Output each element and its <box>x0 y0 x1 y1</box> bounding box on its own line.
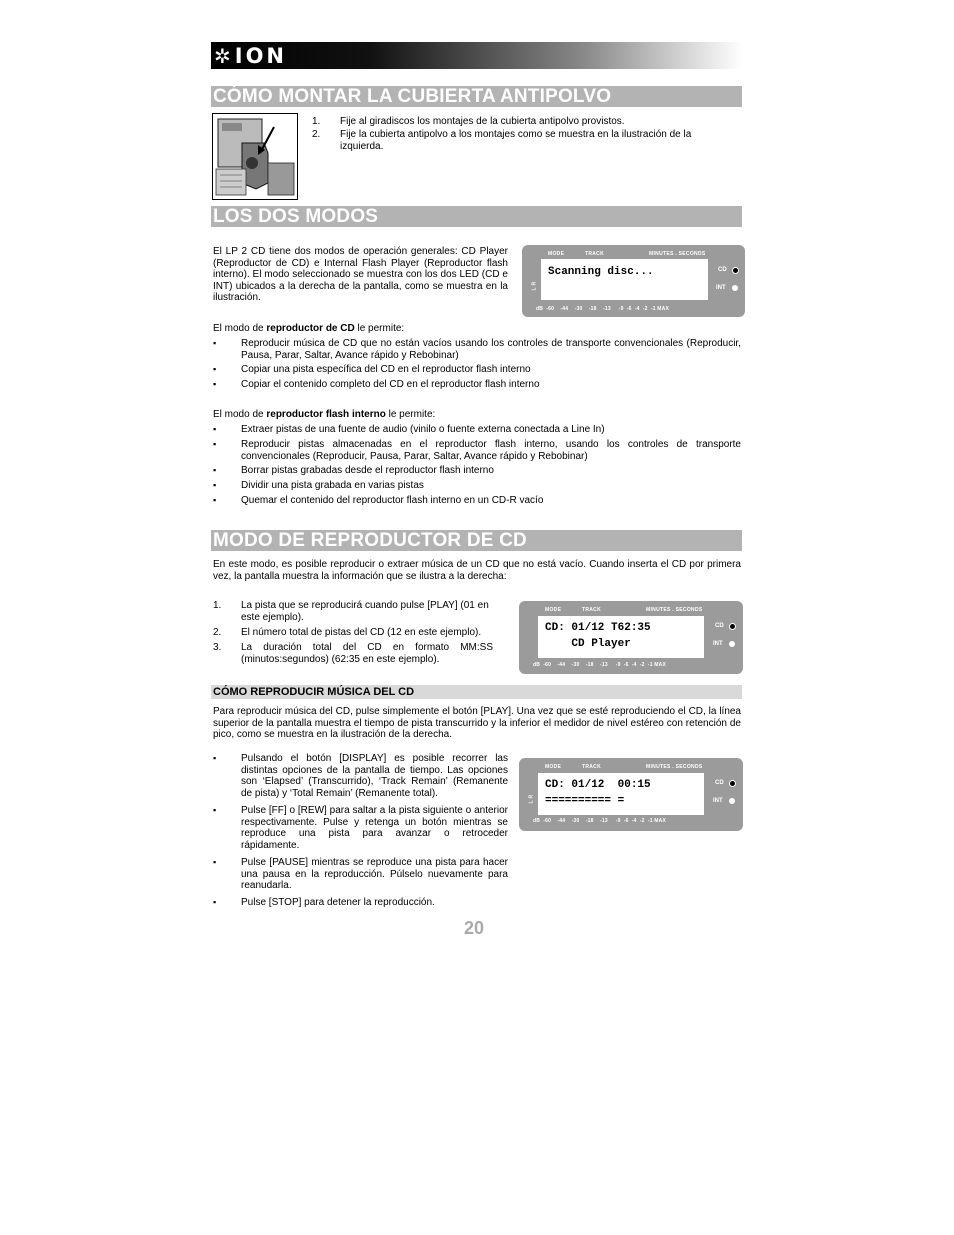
dust-cover-illustration <box>212 113 298 200</box>
bullet-icon: ▪ <box>213 805 217 815</box>
list-item: Pulse [STOP] para detener la reproducción. <box>241 897 435 908</box>
lcd-mode-label: MODE <box>545 764 562 770</box>
int-led-indicator <box>732 285 738 291</box>
step-text: El número total de pistas del CD (12 en este ejemplo). <box>241 627 482 638</box>
cd-mode-intro-text: En este modo, es posible reproducir o extraer música de un CD que no está vacío. Cuando inserta el CD por primera vez, la pantalla muestra la información que se ilustra a la derecha: <box>213 559 741 582</box>
bullet-icon: ▪ <box>213 338 217 348</box>
section-title-dust-cover: CÓMO MONTAR LA CUBIERTA ANTIPOLVO <box>211 86 742 107</box>
bullet-icon: ▪ <box>213 897 217 907</box>
step-text: Fije la cubierta antipolvo a los montajes como se muestra en la ilustración de la izquierda. <box>340 129 692 152</box>
list-item: Borrar pistas grabadas desde el reproductor flash interno <box>241 465 494 476</box>
lcd-track-label: TRACK <box>582 764 601 770</box>
step-number: 2. <box>213 627 222 638</box>
lcd-mode-label: MODE <box>545 607 562 613</box>
lcd-display-cd-info <box>519 601 743 674</box>
subsection-title-play-cd: CÓMO REPRODUCIR MÚSICA DEL CD <box>211 685 742 699</box>
step-text: La pista que se reproducirá cuando pulse [PLAY] (01 en este ejemplo). <box>241 600 489 623</box>
ion-logo <box>214 43 287 68</box>
lcd-level-meter-bars: ========== = <box>545 795 625 807</box>
lcd-mode-label: MODE <box>548 251 565 257</box>
lcd-display-scanning <box>522 245 745 317</box>
lcd-line-1: CD: 01/12 T62:35 <box>545 622 651 634</box>
bullet-icon: ▪ <box>213 364 217 374</box>
modes-intro-text: El LP 2 CD tiene dos modos de operación generales: CD Player (Reproductor de CD) e Internal Flash Player (Reproductor flash interno). El modo seleccionado se muestra con los dos LED (CD e INT) ubicados a la derecha de la pantalla, como se muestra en la ilustración. <box>213 246 508 303</box>
bullet-icon: ▪ <box>213 753 217 763</box>
cd-mode-lead: El modo de reproductor de CD le permite: <box>213 323 405 334</box>
play-intro-text: Para reproducir música del CD, pulse simplemente el botón [PLAY]. Una vez que se esté reproduciendo el CD, la línea superior de la pantalla muestra el tiempo de pista transcurrido y la inferior el medidor de nivel estéreo con retención de pico, como se muestra en la ilustración de la derecha. <box>213 706 741 740</box>
step-number: 2. <box>312 129 321 140</box>
list-item: Dividir una pista grabada en varias pistas <box>241 480 424 491</box>
cd-led-indicator <box>729 623 736 630</box>
flash-mode-lead: El modo de reproductor flash interno le permite: <box>213 409 436 420</box>
bullet-icon: ▪ <box>213 379 217 389</box>
section-title-cd-mode: MODO DE REPRODUCTOR DE CD <box>211 530 742 551</box>
step-number: 1. <box>312 116 321 127</box>
page-number: 20 <box>464 918 485 938</box>
lcd-line-1: CD: 01/12 00:15 <box>545 779 651 791</box>
ion-star-icon: ✲ <box>214 43 231 68</box>
lcd-track-label: TRACK <box>585 251 604 257</box>
bullet-icon: ▪ <box>213 424 217 434</box>
cd-led-label: CD <box>715 780 724 786</box>
step-number: 3. <box>213 642 222 653</box>
list-item: Copiar el contenido completo del CD en el reproductor flash interno <box>241 379 540 390</box>
cd-led-indicator <box>729 780 736 787</box>
section-title-two-modes: LOS DOS MODOS <box>211 206 742 227</box>
step-text: La duración total del CD en formato MM:SS (minutos:segundos) (62:35 en este ejemplo). <box>241 642 493 665</box>
step-number: 1. <box>213 600 222 611</box>
list-item: Pulse [FF] o [REW] para saltar a la pista siguiente o anterior respectivamente. Pulse y retenga un botón mientras se reproduce una pista para avanzar o retroceder rápidamente. <box>241 805 508 851</box>
cd-led-label: CD <box>718 267 727 273</box>
logo-text: ION <box>234 43 288 68</box>
lcd-time-label: MINUTES . SECONDS <box>646 764 703 770</box>
int-led-indicator <box>729 798 735 804</box>
bullet-icon: ▪ <box>213 480 217 490</box>
lcd-side-label: L R <box>528 794 535 804</box>
cd-led-indicator <box>732 267 739 274</box>
lcd-level-meter-scale: dB -60 -44 -30 -18 -13 -9 -6 -4 -2 -1 MAX <box>533 818 666 824</box>
lcd-time-label: MINUTES . SECONDS <box>646 607 703 613</box>
cd-led-label: CD <box>715 623 724 629</box>
list-item: Pulsando el botón [DISPLAY] es posible recorrer las distintas opciones de la pantalla de tiempo. Las opciones son ‘Elapsed’ (Transcurrido), ‘Track Remain’ (Remanente de pista) y ‘Total Remain’ (Remanente total). <box>241 753 508 799</box>
list-item: Reproducir música de CD que no están vacíos usando los controles de transporte convencionales (Reproducir, Pausa, Parar, Saltar, Avance rápido y Rebobinar) <box>241 338 741 361</box>
bullet-icon: ▪ <box>213 465 217 475</box>
int-led-label: INT <box>716 285 726 291</box>
step-text: Fije al giradiscos los montajes de la cubierta antipolvo provistos. <box>340 116 625 127</box>
lcd-level-meter-scale: dB -60 -44 -30 -18 -13 -9 -6 -4 -2 -1 MAX <box>533 662 666 668</box>
lcd-side-label: L R <box>531 281 538 291</box>
list-item: Pulse [PAUSE] mientras se reproduce una pista para hacer una pausa en la reproducción. Púlselo nuevamente para reanudarla. <box>241 857 508 891</box>
list-item: Extraer pistas de una fuente de audio (vinilo o fuente externa conectada a Line In) <box>241 424 605 435</box>
lcd-track-label: TRACK <box>582 607 601 613</box>
lcd-time-label: MINUTES . SECONDS <box>649 251 706 257</box>
int-led-label: INT <box>713 641 723 647</box>
lcd-level-meter-scale: dB -60 -44 -30 -18 -13 -9 -6 -4 -2 -1 MAX <box>536 306 669 312</box>
header-bar <box>211 42 742 69</box>
lcd-line-2: CD Player <box>545 638 631 650</box>
bullet-icon: ▪ <box>213 857 217 867</box>
lcd-display-playing <box>519 758 743 831</box>
bullet-icon: ▪ <box>213 439 217 449</box>
list-item: Quemar el contenido del reproductor flash interno en un CD-R vacío <box>241 495 544 506</box>
int-led-label: INT <box>713 798 723 804</box>
bullet-icon: ▪ <box>213 495 217 505</box>
list-item: Copiar una pista específica del CD en el reproductor flash interno <box>241 364 531 375</box>
lcd-line-1: Scanning disc... <box>548 266 654 278</box>
list-item: Reproducir pistas almacenadas en el reproductor flash interno, usando los controles de transporte convencionales (Reproducir, Pausa, Parar, Saltar, Avance rápido y Rebobinar) <box>241 439 741 462</box>
int-led-indicator <box>729 641 735 647</box>
